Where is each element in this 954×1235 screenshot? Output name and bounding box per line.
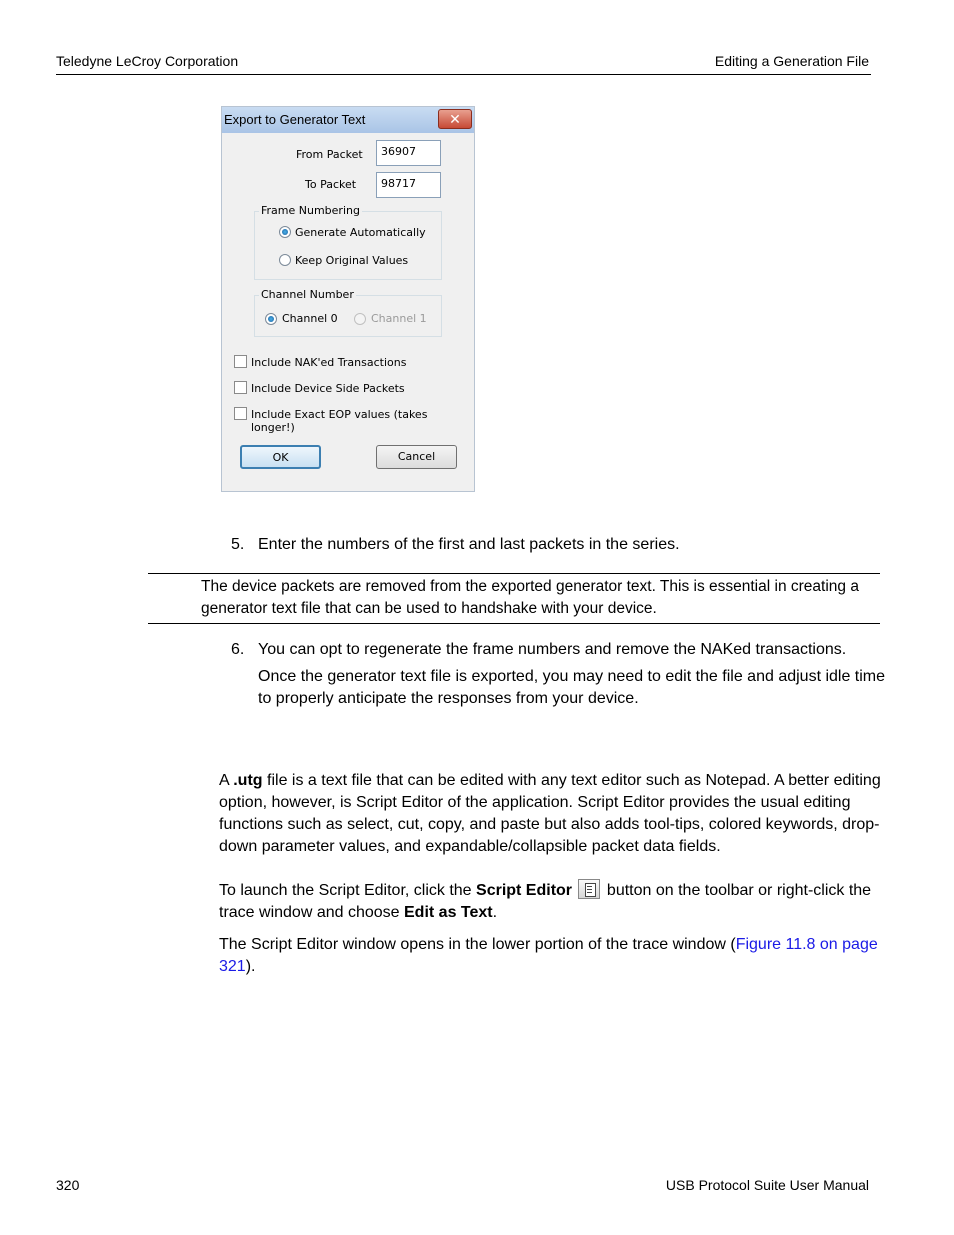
channel-0-label: Channel 0 xyxy=(282,312,338,325)
frame-numbering-title: Frame Numbering xyxy=(261,204,360,217)
script-editor-icon xyxy=(578,879,600,899)
include-device-side-checkbox[interactable] xyxy=(234,381,247,394)
generate-automatically-label: Generate Automatically xyxy=(295,226,426,239)
step-5-number: 5. xyxy=(231,536,245,553)
from-packet-label: From Packet xyxy=(296,148,363,161)
opens-para-a: The Script Editor window opens in the lower portion of the trace window ( xyxy=(219,936,736,953)
launch-para-b: button on the toolbar or right-click the trace window and choose xyxy=(219,882,872,921)
close-icon[interactable]: ✕ xyxy=(438,109,472,129)
include-naked-checkbox[interactable] xyxy=(234,355,247,368)
channel-number-title: Channel Number xyxy=(261,288,354,301)
launch-para-a: To launch the Script Editor, click the xyxy=(219,882,477,899)
note-bottom-rule xyxy=(148,623,880,624)
launch-paragraph xyxy=(219,880,891,924)
to-packet-label: To Packet xyxy=(305,178,357,191)
utg-extension: .utg xyxy=(233,772,263,789)
channel-1-label: Channel 1 xyxy=(371,312,427,325)
header-rule xyxy=(56,74,871,75)
step-6-number: 6. xyxy=(231,641,245,658)
channel-1-radio[interactable] xyxy=(354,313,366,325)
step-5-text: Enter the numbers of the first and last packets in the series. xyxy=(258,536,680,553)
script-editor-term: Script Editor xyxy=(476,882,573,899)
to-packet-field[interactable]: 98717 xyxy=(376,172,441,198)
opens-para-c: ). xyxy=(245,958,256,975)
note-text: The device packets are removed from the exported generator text. This is essential in creating a generator text file that can be used to handshake with your device. xyxy=(201,578,859,617)
note-top-rule xyxy=(148,573,880,574)
utg-para-rest: file is a text file that can be edited with any text editor such as Notepad. A better editing option, however, is Script Editor of the application. Script Editor provides the usual editing functions such as select, cut, copy, and paste but also adds tool-tips, colored keywords, drop-down parameter values, and expandable/collapsible packet data fields. xyxy=(219,772,881,855)
dialog-titlebar xyxy=(222,107,474,133)
include-exact-eop-label: Include Exact EOP values (takes longer!) xyxy=(251,408,428,434)
dialog-title: Export to Generator Text xyxy=(224,112,366,127)
frame-numbering-group xyxy=(254,211,442,280)
ok-button[interactable]: OK xyxy=(240,445,321,469)
utg-paragraph xyxy=(219,770,891,858)
step-6-followup: Once the generator text file is exported, you may need to edit the file and adjust idle time to properly anticipate the responses from your device. xyxy=(258,668,886,707)
header-left: Teledyne LeCroy Corporation xyxy=(56,53,239,69)
include-device-side-label: Include Device Side Packets xyxy=(251,382,405,395)
launch-para-c: . xyxy=(492,904,498,921)
footer-title: USB Protocol Suite User Manual xyxy=(665,1177,869,1193)
generate-automatically-radio[interactable] xyxy=(279,226,291,238)
page-number: 320 xyxy=(56,1177,80,1193)
keep-original-radio[interactable] xyxy=(279,254,291,266)
include-exact-eop-checkbox[interactable] xyxy=(234,407,247,420)
header-right: Editing a Generation File xyxy=(714,53,869,69)
step-6-text: You can opt to regenerate the frame numbers and remove the NAKed transactions. xyxy=(258,641,847,658)
from-packet-field[interactable]: 36907 xyxy=(376,140,441,166)
export-dialog xyxy=(221,106,475,492)
cancel-button[interactable]: Cancel xyxy=(376,445,457,469)
opens-paragraph xyxy=(219,934,891,978)
edit-as-text-term: Edit as Text xyxy=(404,904,493,921)
figure-link[interactable]: Figure 11.8 on page 321 xyxy=(219,936,878,975)
utg-para-a: A xyxy=(219,772,234,789)
keep-original-label: Keep Original Values xyxy=(295,254,409,267)
include-naked-label: Include NAK'ed Transactions xyxy=(251,356,407,369)
channel-0-radio[interactable] xyxy=(265,313,277,325)
